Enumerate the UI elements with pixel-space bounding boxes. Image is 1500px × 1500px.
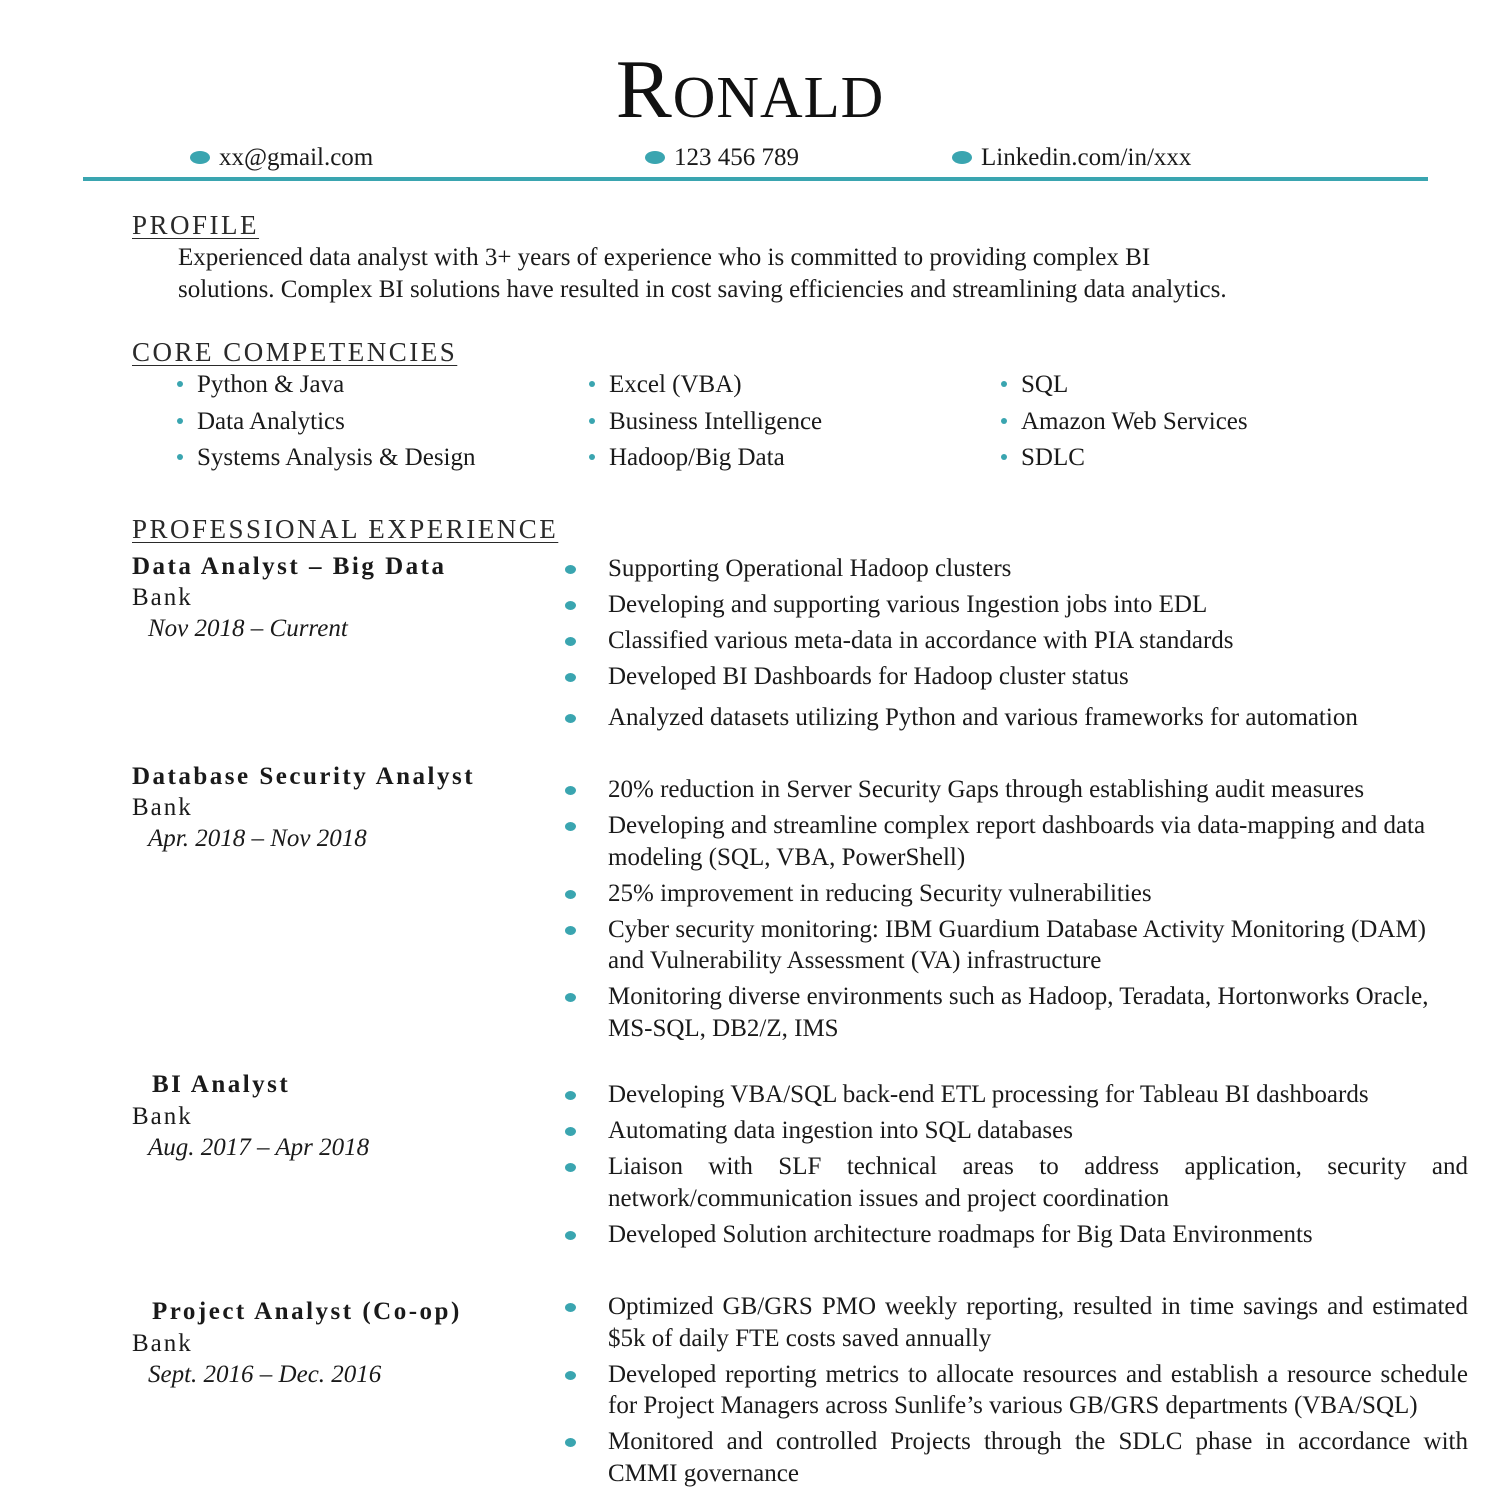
profile-line: Experienced data analyst with 3+ years of experience who is committed to providing complex BI — [178, 244, 1151, 271]
email-text: xx@gmail.com — [219, 144, 374, 171]
job-bullet: Supporting Operational Hadoop clusters — [562, 553, 1468, 585]
job-dates: Nov 2018 – Current — [148, 615, 348, 642]
bullet-dot-icon — [1001, 418, 1007, 424]
job-bullet: Monitored and controlled Projects through the SDLC phase in accordance with CMMI governance — [562, 1426, 1468, 1489]
job-bullet: 20% reduction in Server Security Gaps through establishing audit measures — [562, 774, 1468, 806]
contact-linkedin — [952, 143, 1191, 173]
job-bullet: Classified various meta-data in accordance with PIA standards — [562, 625, 1468, 657]
job-bullet: Developing and streamline complex report dashboards via data-mapping and data modeling (SQL, VBA, PowerShell) — [562, 810, 1468, 873]
bullet-dot-icon — [190, 151, 210, 164]
candidate-name: Ronald — [615, 43, 885, 136]
job-title: Data Analyst – Big Data — [132, 553, 447, 580]
job-organization: Bank — [132, 1330, 193, 1357]
job-bullets — [562, 1291, 1468, 1494]
contact-email — [190, 143, 373, 173]
job-bullet: Liaison with SLF technical areas to address application, security and network/communication issues and project coordination — [562, 1151, 1468, 1214]
job-organization: Bank — [132, 794, 193, 821]
competencies-column-3 — [1001, 369, 1401, 479]
job-organization: Bank — [132, 1103, 193, 1130]
profile-heading: PROFILE — [132, 210, 260, 240]
bullet-dot-icon — [1001, 454, 1007, 460]
bullet-dot-icon — [177, 418, 183, 424]
job-bullet: Optimized GB/GRS PMO weekly reporting, resulted in time savings and estimated $5k of daily FTE costs saved annually — [562, 1291, 1468, 1354]
competency-item: Excel (VBA) — [589, 369, 989, 406]
job-bullet: Automating data ingestion into SQL databases — [562, 1115, 1468, 1147]
job-bullet: Developing and supporting various Ingestion jobs into EDL — [562, 589, 1468, 621]
job-dates: Sept. 2016 – Dec. 2016 — [148, 1361, 382, 1388]
bullet-dot-icon — [177, 454, 183, 460]
header-divider — [83, 177, 1428, 181]
competencies-heading: CORE COMPETENCIES — [132, 337, 458, 367]
competency-item: Python & Java — [177, 369, 577, 406]
job-dates: Apr. 2018 – Nov 2018 — [148, 825, 367, 852]
job-bullets — [562, 774, 1468, 1049]
experience-heading: PROFESSIONAL EXPERIENCE — [132, 514, 559, 544]
competencies-column-1 — [177, 369, 577, 479]
job-title: Database Security Analyst — [132, 763, 476, 790]
job-bullet: Developing VBA/SQL back-end ETL processing for Tableau BI dashboards — [562, 1079, 1468, 1111]
job-bullet: Monitoring diverse environments such as Hadoop, Teradata, Hortonworks Oracle, MS-SQL, DB2/Z, IMS — [562, 981, 1468, 1044]
profile-line: solutions. Complex BI solutions have resulted in cost saving efficiencies and streamlining data analytics. — [178, 276, 1227, 303]
linkedin-text: Linkedin.com/in/xxx — [981, 144, 1192, 171]
job-bullet: Cyber security monitoring: IBM Guardium Database Activity Monitoring (DAM) and Vulnerability Assessment (VA) infrastructure — [562, 914, 1468, 977]
competency-item: Amazon Web Services — [1001, 406, 1401, 443]
job-bullet: Developed BI Dashboards for Hadoop cluster status — [562, 661, 1468, 693]
job-bullets — [562, 553, 1468, 738]
bullet-dot-icon — [177, 381, 183, 387]
job-bullet: 25% improvement in reducing Security vulnerabilities — [562, 878, 1468, 910]
job-organization: Bank — [132, 584, 193, 611]
phone-text: 123 456 789 — [674, 144, 799, 171]
job-title: Project Analyst (Co-op) — [152, 1298, 462, 1325]
contact-phone — [645, 143, 799, 173]
job-bullet: Developed Solution architecture roadmaps for Big Data Environments — [562, 1219, 1468, 1251]
bullet-dot-icon — [589, 454, 595, 460]
bullet-dot-icon — [1001, 381, 1007, 387]
competency-item: SQL — [1001, 369, 1401, 406]
competency-item: Systems Analysis & Design — [177, 442, 577, 479]
job-bullet: Developed reporting metrics to allocate resources and establish a resource schedule for Project Managers across Sunlife’s various GB/GRS departments (VBA/SQL) — [562, 1359, 1468, 1422]
job-title: BI Analyst — [152, 1071, 291, 1098]
profile-summary — [178, 242, 1378, 306]
job-dates: Aug. 2017 – Apr 2018 — [148, 1134, 370, 1161]
competency-item: Business Intelligence — [589, 406, 989, 443]
bullet-dot-icon — [952, 151, 972, 164]
competency-item: Hadoop/Big Data — [589, 442, 989, 479]
competency-item: Data Analytics — [177, 406, 577, 443]
competency-item: SDLC — [1001, 442, 1401, 479]
bullet-dot-icon — [589, 418, 595, 424]
competencies-column-2 — [589, 369, 989, 479]
bullet-dot-icon — [589, 381, 595, 387]
job-bullets — [562, 1079, 1468, 1255]
bullet-dot-icon — [645, 151, 665, 164]
job-bullet: Analyzed datasets utilizing Python and various frameworks for automation — [562, 702, 1468, 734]
